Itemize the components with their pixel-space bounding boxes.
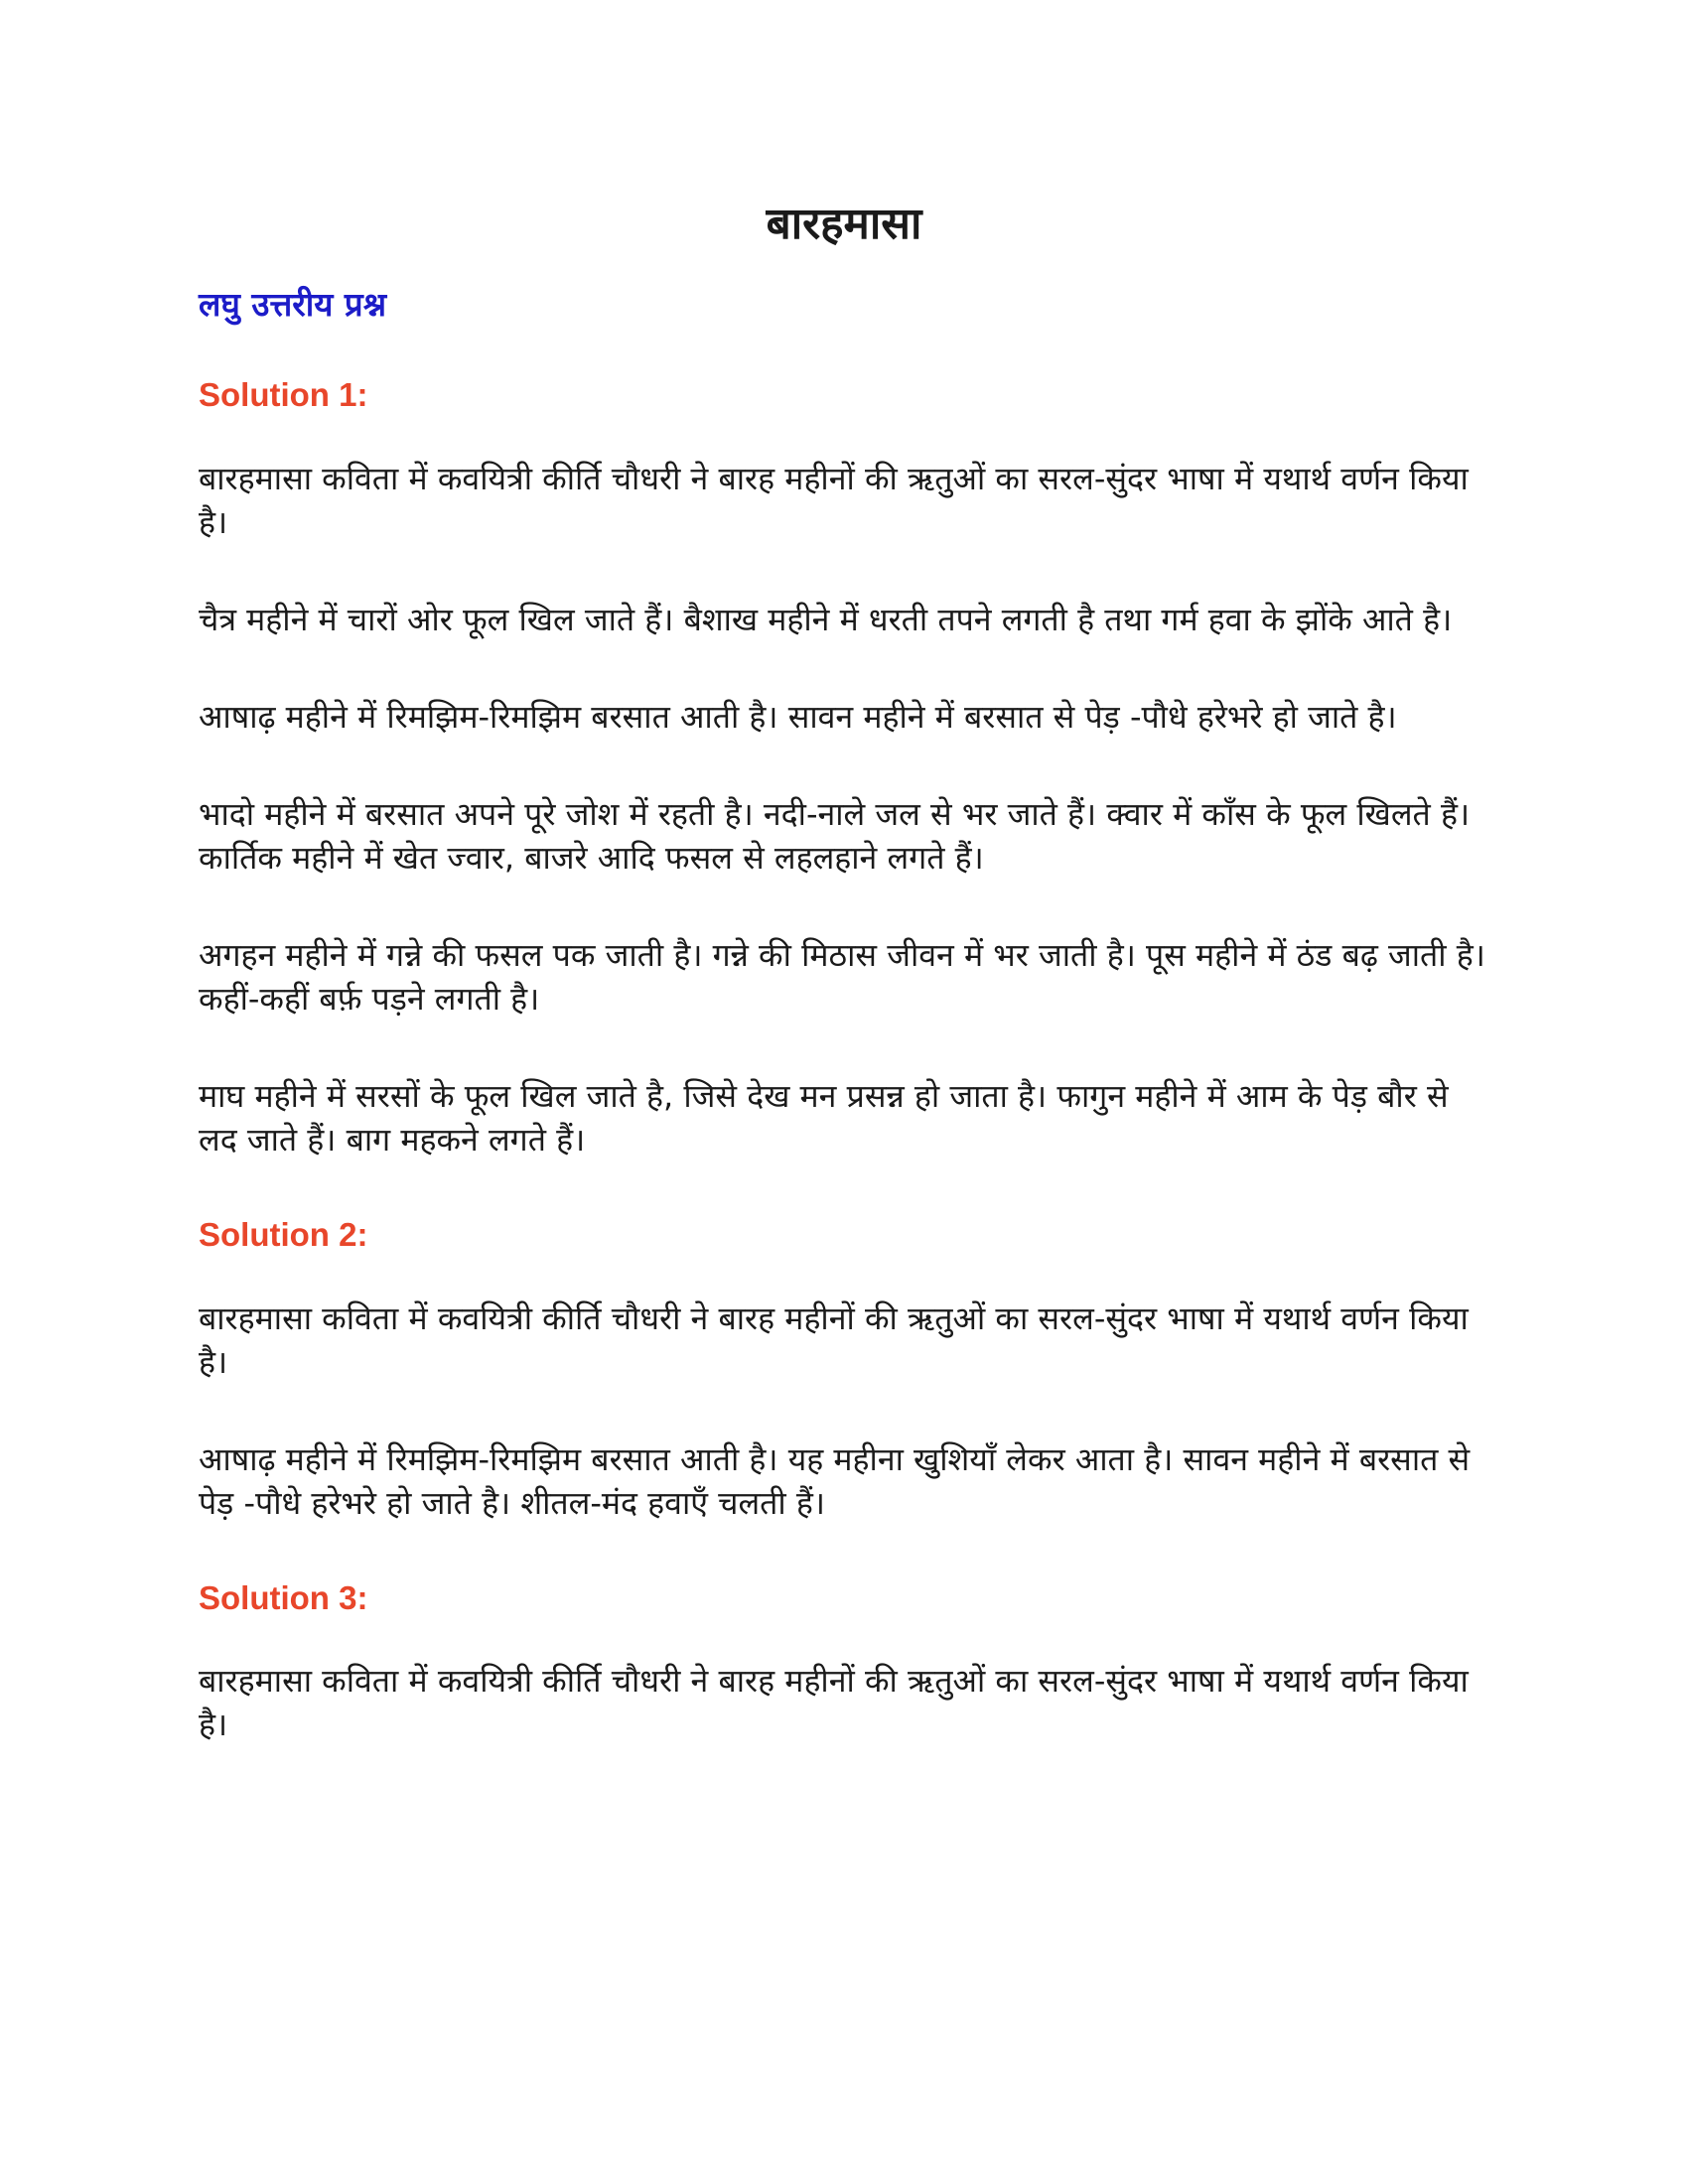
solution-3: [199, 1578, 1489, 1747]
solution-1: [199, 375, 1489, 1161]
solution-paragraph: भादो महीने में बरसात अपने पूरे जोश में रहती है। नदी-नाले जल से भर जाते हैं। क्वार में काँस के फूल खिलते हैं। कार्तिक महीने में खेत ज्वार, बाजरे आदि फसल से लहलहाने लगते हैं।: [199, 794, 1471, 877]
solution-paragraph: बारहमासा कविता में कवयित्री कीर्ति चौधरी ने बारह महीनों की ऋतुओं का सरल-सुंदर भाषा में यथार्थ वर्णन किया है।: [199, 1298, 1469, 1381]
solution-paragraph: आषाढ़ महीने में रिमझिम-रिमझिम बरसात आती है। सावन महीने में बरसात से पेड़ -पौधे हरेभरे हो जाते है।: [199, 697, 1397, 736]
solution-paragraph: अगहन महीने में गन्ने की फसल पक जाती है। गन्ने की मिठास जीवन में भर जाती है। पूस महीने में ठंड बढ़ जाती है। कहीं-कहीं बर्फ़ पड़ने लगती है।: [199, 935, 1485, 1018]
solution-paragraph: बारहमासा कविता में कवयित्री कीर्ति चौधरी ने बारह महीनों की ऋतुओं का सरल-सुंदर भाषा में यथार्थ वर्णन किया है।: [199, 459, 1469, 541]
solution-title: Solution 1:: [199, 376, 368, 414]
solution-paragraph: आषाढ़ महीने में रिमझिम-रिमझिम बरसात आती है। यह महीना खुशियाँ लेकर आता है। सावन महीने में बरसात से पेड़ -पौधे हरेभरे हो जाते है। शीतल-मंद हवाएँ चलती हैं।: [199, 1439, 1471, 1522]
section-heading: लघु उत्तरीय प्रश्न: [199, 284, 387, 324]
solution-paragraph: माघ महीने में सरसों के फूल खिल जाते है, जिसे देख मन प्रसन्न हो जाता है। फागुन महीने में आम के पेड़ बौर से लद जाते हैं। बाग महकने लगते हैं।: [199, 1076, 1449, 1159]
solution-paragraph: चैत्र महीने में चारों ओर फूल खिल जाते हैं। बैशाख महीने में धरती तपने लगती है तथा गर्म हवा के झोंके आते है।: [199, 600, 1453, 638]
solution-2: [199, 1215, 1489, 1525]
solution-title: Solution 3:: [199, 1578, 368, 1616]
solution-paragraph: बारहमासा कविता में कवयित्री कीर्ति चौधरी ने बारह महीनों की ऋतुओं का सरल-सुंदर भाषा में यथार्थ वर्णन किया है।: [199, 1662, 1469, 1744]
document-page: [199, 199, 1489, 1800]
document-title: बारहमासा: [766, 199, 922, 249]
solution-title: Solution 2:: [199, 1215, 368, 1253]
